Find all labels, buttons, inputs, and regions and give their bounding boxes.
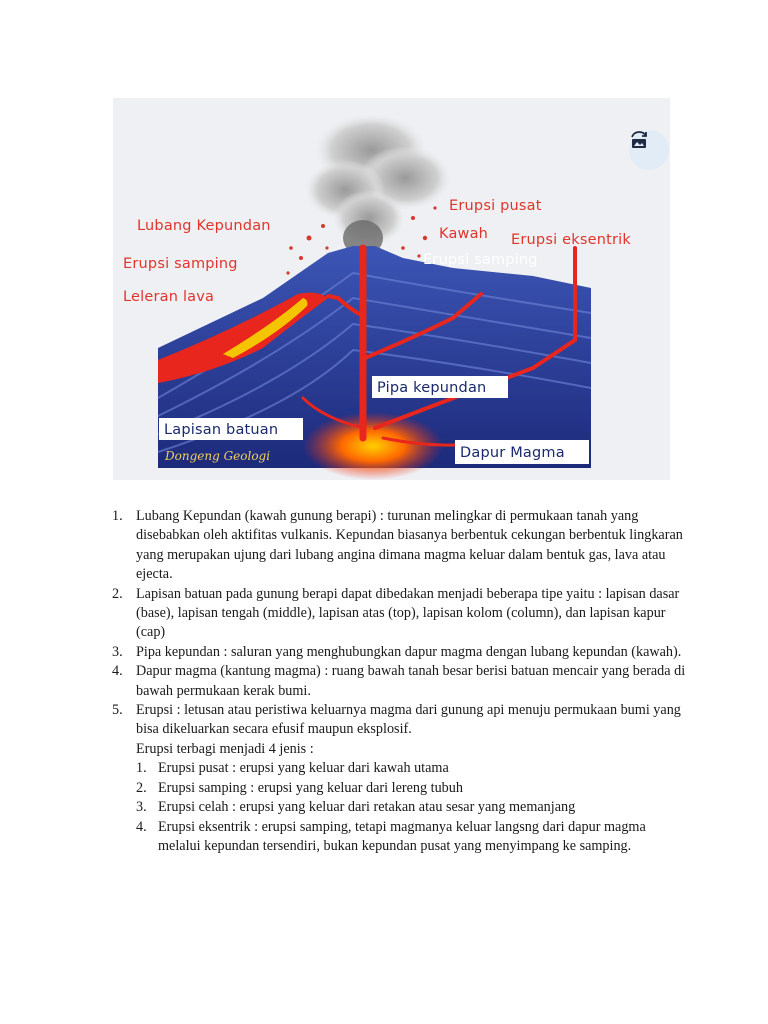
image-rotate-button[interactable] xyxy=(629,130,669,170)
sub-list-number: 2. xyxy=(136,779,147,796)
label-erupsi-pusat: Erupsi pusat xyxy=(449,198,542,214)
list-item-text: Lubang Kepundan (kawah gunung berapi) : turunan melingkar di permukaan tanah yang disebabkan oleh aktifitas vulkanis. Kepundan biasanya berbentuk cekungan berbentuk lingkaran yang merupakan ujung dari lubang angina dimana magma keluar dalam bentuk gas, lava atau ejecta. xyxy=(136,508,683,583)
label-erupsi-samping-right: Erupsi samping xyxy=(423,252,538,268)
image-rotate-icon xyxy=(629,130,649,150)
label-pipa-kepundan: Pipa kepundan xyxy=(377,380,487,396)
sub-list-item-text: Erupsi celah : erupsi yang keluar dari retakan atau sesar yang memanjang xyxy=(158,799,576,816)
sub-list-item xyxy=(136,779,688,798)
label-dapur-magma: Dapur Magma xyxy=(460,445,565,461)
list-number: 3. xyxy=(112,643,123,660)
list-item-text: Lapisan batuan pada gunung berapi dapat dibedakan menjadi beberapa tipe yaitu : lapisan dasar (base), lapisan tengah (middle), lapisan atas (top), lapisan kolom (column), dan lapisan kapur (cap) xyxy=(136,585,680,641)
list-number: 4. xyxy=(112,663,123,680)
list-item xyxy=(108,585,688,643)
list-item xyxy=(108,643,688,662)
label-kawah: Kawah xyxy=(439,226,489,242)
watermark-dongeng-geologi: Dongeng Geologi xyxy=(165,449,271,463)
sub-list-item xyxy=(136,818,688,857)
sub-list-item xyxy=(136,798,688,817)
volcano-diagram xyxy=(113,98,670,480)
list-item xyxy=(108,662,688,701)
list-item-text: Erupsi : letusan atau peristiwa keluarnya magma dari gunung api menuju permukaan bumi yang bisa dikeluarkan secara efusif maupun eksplosif. xyxy=(136,702,681,738)
eruption-types-list xyxy=(136,759,688,856)
list-number: 5. xyxy=(112,702,123,719)
list-item xyxy=(108,701,688,856)
list-item-text: Dapur magma (kantung magma) : ruang bawah tanah besar berisi batuan mencair yang berada di bawah permukaan kerak bumi. xyxy=(136,663,686,699)
label-leleran-lava: Leleran lava xyxy=(123,289,215,305)
sub-list-item-text: Erupsi samping : erupsi yang keluar dari lereng tubuh xyxy=(158,779,463,796)
sub-list-item xyxy=(136,759,688,778)
label-erupsi-samping-left: Erupsi samping xyxy=(123,256,238,272)
sublist-intro: Erupsi terbagi menjadi 4 jenis : xyxy=(136,740,314,757)
list-item xyxy=(108,507,688,585)
label-lubang-kepundan: Lubang Kepundan xyxy=(137,218,271,234)
magma-chamber xyxy=(303,412,443,480)
list-number: 1. xyxy=(112,508,123,524)
label-erupsi-eksentrik: Erupsi eksentrik xyxy=(511,232,631,248)
list-item-text: Pipa kepundan : saluran yang menghubungkan dapur magma dengan lubang kepundan (kawah). xyxy=(136,643,682,660)
list-number: 2. xyxy=(112,585,123,602)
sub-list-item-text: Erupsi eksentrik : erupsi samping, tetapi magmanya keluar langsng dari dapur magma melalui kepundan tersendiri, bukan kepundan pusat yang menyimpang ke samping. xyxy=(158,818,646,854)
volcano-figure xyxy=(113,98,670,480)
description-list xyxy=(108,507,688,856)
sub-list-number: 4. xyxy=(136,818,147,835)
sub-list-number: 3. xyxy=(136,799,147,816)
label-lapisan-batuan: Lapisan batuan xyxy=(164,422,279,438)
sub-list-number: 1. xyxy=(136,760,147,777)
sub-list-item-text: Erupsi pusat : erupsi yang keluar dari kawah utama xyxy=(158,760,449,777)
